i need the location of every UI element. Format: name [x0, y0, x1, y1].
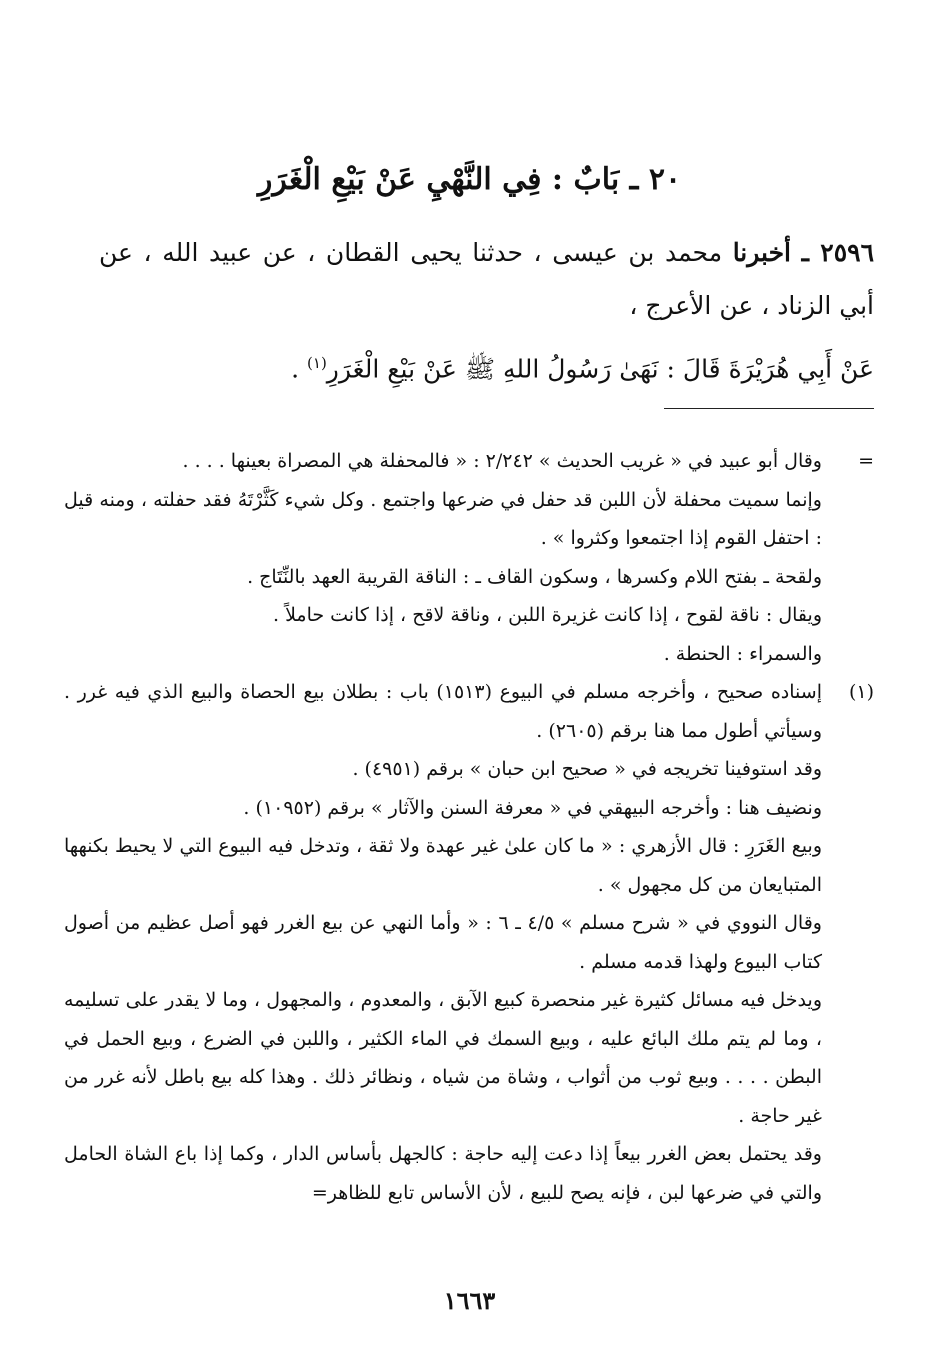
hadith-lead: أخبرنا: [732, 238, 792, 267]
hadith-number: ٢٥٩٦ ـ: [801, 238, 874, 267]
footnote-1: [64, 673, 874, 1212]
hadith-isnad-text: محمد بن عيسى ، حدثنا يحيى القطان ، عن عبيد الله ، عن أبي الزناد ، عن الأعرج ،: [99, 238, 874, 320]
hadith-matn-text: عَنْ أَبِي هُرَيْرَةَ قَالَ : نَهَىٰ رَسُولُ اللهِ ﷺ عَنْ بَيْعِ الْغَرَرِ: [326, 354, 874, 384]
footnote-separator: [664, 408, 874, 409]
footnote-reference: (١): [307, 354, 327, 372]
hadith-block: [99, 226, 874, 400]
footnote-paragraph: وإنما سميت محفلة لأن اللبن قد حفل في ضرعها واجتمع . وكل شيء كَثَّرْتَهُ فقد حفلته ، ومنه قيل : احتفل القوم إذا اجتمعوا وكثروا » .: [64, 488, 822, 549]
footnote-paragraph: وبيع الغَرَرِ : قال الأزهري : « ما كان علىٰ غير عهدة ولا ثقة ، وتدخل فيه البيوع التي لا يحيط بكنهها المتبايعان من كل مجهول » .: [64, 835, 822, 896]
footnote-body: [64, 442, 822, 673]
footnote-paragraph: وقد يحتمل بعض الغرر بيعاً إذا دعت إليه حاجة : كالجهل بأساس الدار ، وكما إذا باع الشاة الحامل والتي في ضرعها لبن ، فإنه يصح للبيع ، لأن الأساس تابع للظاهر=: [64, 1143, 822, 1204]
footnote-paragraph: والسمراء : الحنطة .: [663, 642, 822, 665]
chapter-title: ٢٠ ـ بَابٌ : فِي النَّهْيِ عَنْ بَيْعِ الْغَرَرِ: [257, 162, 682, 197]
footnote-paragraph: وقال أبو عبيد في « غريب الحديث » ٢/٢٤٢ : « فالمحفلة هي المصراة بعينها . . . .: [182, 450, 822, 472]
footnotes: [64, 442, 874, 1212]
hadith-matn-end: .: [291, 354, 308, 384]
footnote-paragraph: ونضيف هنا : وأخرجه البيهقي في « معرفة السنن والآثار » برقم (١٠٩٥٢) .: [243, 796, 822, 819]
footnote-paragraph: وقال النووي في « شرح مسلم » ٤/٥ ـ ٦ : « وأما النهي عن بيع الغرر فهو أصل عظيم من أصول كتاب البيوع ولهذا قدمه مسلم .: [64, 912, 822, 973]
footnote-paragraph: إسناده صحيح ، وأخرجه مسلم في البيوع (١٥١٣) باب : بطلان بيع الحصاة والبيع الذي فيه غرر . وسيأتي أطول مما هنا برقم (٢٦٠٥) .: [64, 681, 822, 742]
footnote-continuation: [64, 442, 874, 673]
page-number: ١٦٦٣: [443, 1286, 496, 1315]
footnote-mark: (١): [848, 681, 874, 703]
footnote-paragraph: ويقال : ناقة لقوح ، إذا كانت غزيرة اللبن ، وناقة لاقح ، إذا كانت حاملاً .: [272, 604, 822, 626]
footnote-mark: =: [858, 450, 874, 472]
footnote-paragraph: وقد استوفينا تخريجه في « صحيح ابن حبان » برقم (٤٩٥١) .: [352, 758, 822, 780]
hadith-matn: [99, 332, 874, 400]
footnote-paragraph: ويدخل فيه مسائل كثيرة غير منحصرة كبيع الآبق ، والمعدوم ، والمجهول ، وما لا يقدر على تسليمه ، وما لم يتم ملك البائع عليه ، وبيع السمك في الماء الكثير ، واللبن في الضرع ، وبيع الحمل في البطن . . . . وبيع ثوب من أثواب ، وشاة من شياه ، ونظائر ذلك . وهذا كله بيع باطل لأنه غرر من غير حاجة .: [64, 989, 822, 1127]
hadith-isnad: [99, 226, 874, 332]
footnote-paragraph: ولقحة ـ بفتح اللام وكسرها ، وسكون القاف ـ : الناقة القريبة العهد بالنِّتَاج .: [247, 565, 822, 588]
footnote-body: [64, 673, 822, 1212]
